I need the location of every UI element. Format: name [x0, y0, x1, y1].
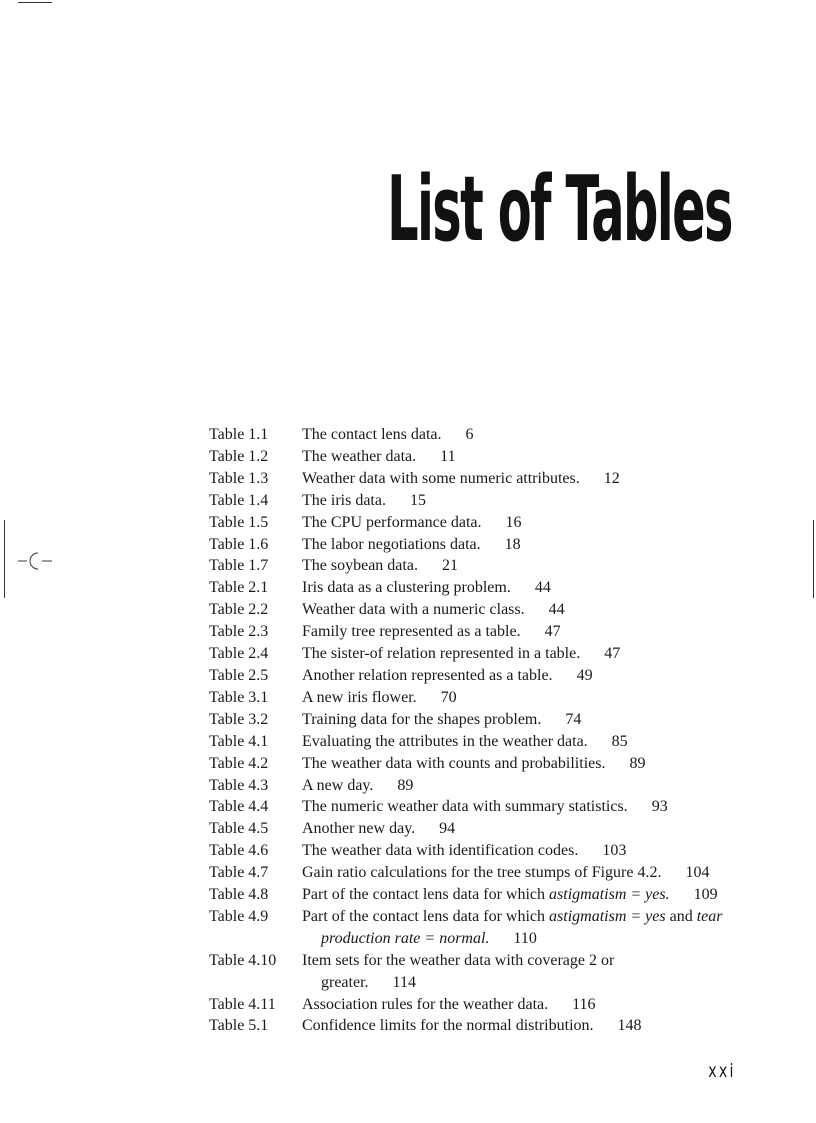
- table-caption: The weather data.: [302, 447, 417, 465]
- table-number: Table 2.3: [209, 623, 269, 641]
- table-caption: The CPU performance data.: [302, 513, 482, 531]
- table-caption: The soybean data.: [302, 557, 418, 575]
- page-number: 93: [651, 798, 668, 816]
- list-item: [209, 665, 769, 687]
- table-number: Table 4.6: [209, 842, 269, 860]
- table-number: Table 2.5: [209, 666, 269, 684]
- list-item: [209, 446, 769, 468]
- table-caption: Association rules for the weather data.: [302, 995, 549, 1013]
- table-number: Table 2.1: [209, 579, 269, 597]
- table-number: Table 1.4: [209, 491, 269, 509]
- table-number: Table 4.2: [209, 754, 269, 772]
- table-caption: Another new day.: [302, 820, 416, 838]
- table-caption-italic: tear production rate = normal.: [321, 907, 723, 947]
- list-item: [209, 994, 769, 1016]
- table-number: Table 2.2: [209, 601, 269, 619]
- table-caption-italic: astigmatism = yes: [549, 907, 666, 925]
- list-item: [209, 424, 769, 446]
- table-caption: The weather data with identification codes.: [302, 842, 579, 860]
- list-item: [209, 796, 769, 818]
- table-number: Table 1.6: [209, 535, 269, 553]
- page-number: 49: [576, 666, 593, 684]
- page-number: 16: [505, 513, 522, 531]
- page-number: 94: [439, 820, 456, 838]
- list-item: [209, 599, 769, 621]
- table-number: Table 4.8: [209, 886, 269, 904]
- page-number: 104: [685, 864, 710, 882]
- list-item: [209, 840, 769, 862]
- table-number: Table 4.1: [209, 732, 269, 750]
- table-caption: Gain ratio calculations for the tree stumps of Figure 4.2.: [302, 864, 662, 882]
- table-number: Table 3.2: [209, 710, 269, 728]
- page-number: 12: [603, 469, 620, 487]
- table-caption-italic: astigmatism = yes.: [549, 886, 670, 904]
- page-number: 6: [465, 426, 474, 443]
- list-item: [209, 753, 769, 775]
- table-caption: Item sets for the weather data with coverage 2 or greater.: [302, 951, 615, 991]
- list-item: [209, 775, 769, 797]
- table-number: Table 4.3: [209, 776, 269, 794]
- list-item: [209, 731, 769, 753]
- table-list: [209, 424, 769, 1037]
- list-item: [209, 621, 769, 643]
- crop-mark-right: [813, 520, 814, 598]
- table-caption: Family tree represented as a table.: [302, 623, 521, 641]
- table-number: Table 1.7: [209, 557, 269, 575]
- page-number: 89: [629, 754, 646, 772]
- table-caption: The contact lens data.: [302, 426, 442, 443]
- page-number: 110: [513, 929, 537, 947]
- table-caption: The iris data.: [302, 491, 386, 509]
- list-item: [209, 577, 769, 599]
- page-number: 116: [572, 995, 596, 1013]
- page-number: 21: [441, 557, 458, 575]
- table-caption: Weather data with some numeric attributes.: [302, 469, 580, 487]
- table-number: Table 3.1: [209, 688, 269, 706]
- table-number: Table 4.9: [209, 907, 269, 925]
- table-caption: The labor negotiations data.: [302, 535, 481, 553]
- page-number: 18: [504, 535, 521, 553]
- table-number: Table 4.7: [209, 864, 269, 882]
- table-number: Table 4.5: [209, 820, 269, 838]
- list-item: [209, 950, 769, 994]
- table-caption: The numeric weather data with summary statistics.: [302, 798, 628, 816]
- table-caption: Another relation represented as a table.: [302, 666, 553, 684]
- crop-mark-top: [18, 2, 52, 3]
- table-number: Table 4.4: [209, 798, 269, 816]
- page-number: 89: [397, 776, 414, 794]
- page-number: 70: [440, 688, 457, 706]
- list-item: [209, 490, 769, 512]
- page-folio: xxi: [708, 1060, 736, 1082]
- table-caption: and: [665, 907, 697, 925]
- table-caption: A new day.: [302, 776, 374, 794]
- page-number: 114: [392, 973, 416, 991]
- table-number: Table 1.3: [209, 469, 269, 487]
- table-caption: Iris data as a clustering problem.: [302, 579, 511, 597]
- list-item: [209, 643, 769, 665]
- page-number: 44: [534, 579, 551, 597]
- table-number: Table 1.5: [209, 513, 269, 531]
- page-number: 148: [617, 1017, 642, 1035]
- page-number: 109: [693, 886, 718, 904]
- crop-mark-left: [4, 520, 5, 598]
- table-number: Table 4.11: [209, 995, 276, 1013]
- registration-mark-icon: [18, 550, 52, 572]
- table-number: Table 1.2: [209, 447, 269, 465]
- list-item: [209, 906, 769, 950]
- list-item: [209, 709, 769, 731]
- table-caption: The sister-of relation represented in a table.: [302, 645, 581, 663]
- page-title: List of Tables: [387, 157, 732, 262]
- page-number: 15: [409, 491, 426, 509]
- table-caption: A new iris flower.: [302, 688, 417, 706]
- table-caption: The weather data with counts and probabilities.: [302, 754, 606, 772]
- page-number: 74: [565, 710, 582, 728]
- table-caption: Training data for the shapes problem.: [302, 710, 542, 728]
- page-number: 11: [440, 447, 456, 465]
- list-item: [209, 687, 769, 709]
- page-number: 103: [602, 842, 627, 860]
- page-number: 47: [544, 623, 561, 641]
- table-number: Table 1.1: [209, 426, 269, 443]
- list-item: [209, 818, 769, 840]
- list-item: [209, 468, 769, 490]
- list-item: [209, 555, 769, 577]
- table-caption: Weather data with a numeric class.: [302, 601, 525, 619]
- list-item: [209, 534, 769, 556]
- list-item: [209, 884, 769, 906]
- table-caption: Part of the contact lens data for which: [302, 886, 550, 904]
- page-number: 47: [604, 645, 621, 663]
- list-item: [209, 862, 769, 884]
- page-number: 44: [548, 601, 565, 619]
- list-item: [209, 512, 769, 534]
- page-number: 85: [611, 732, 628, 750]
- list-item: [209, 1015, 769, 1037]
- table-number: Table 5.1: [209, 1017, 269, 1035]
- table-number: Table 4.10: [209, 951, 277, 969]
- table-caption: Evaluating the attributes in the weather data.: [302, 732, 588, 750]
- table-caption: Part of the contact lens data for which: [302, 907, 550, 925]
- table-number: Table 2.4: [209, 645, 269, 663]
- table-caption: Confidence limits for the normal distribution.: [302, 1017, 594, 1035]
